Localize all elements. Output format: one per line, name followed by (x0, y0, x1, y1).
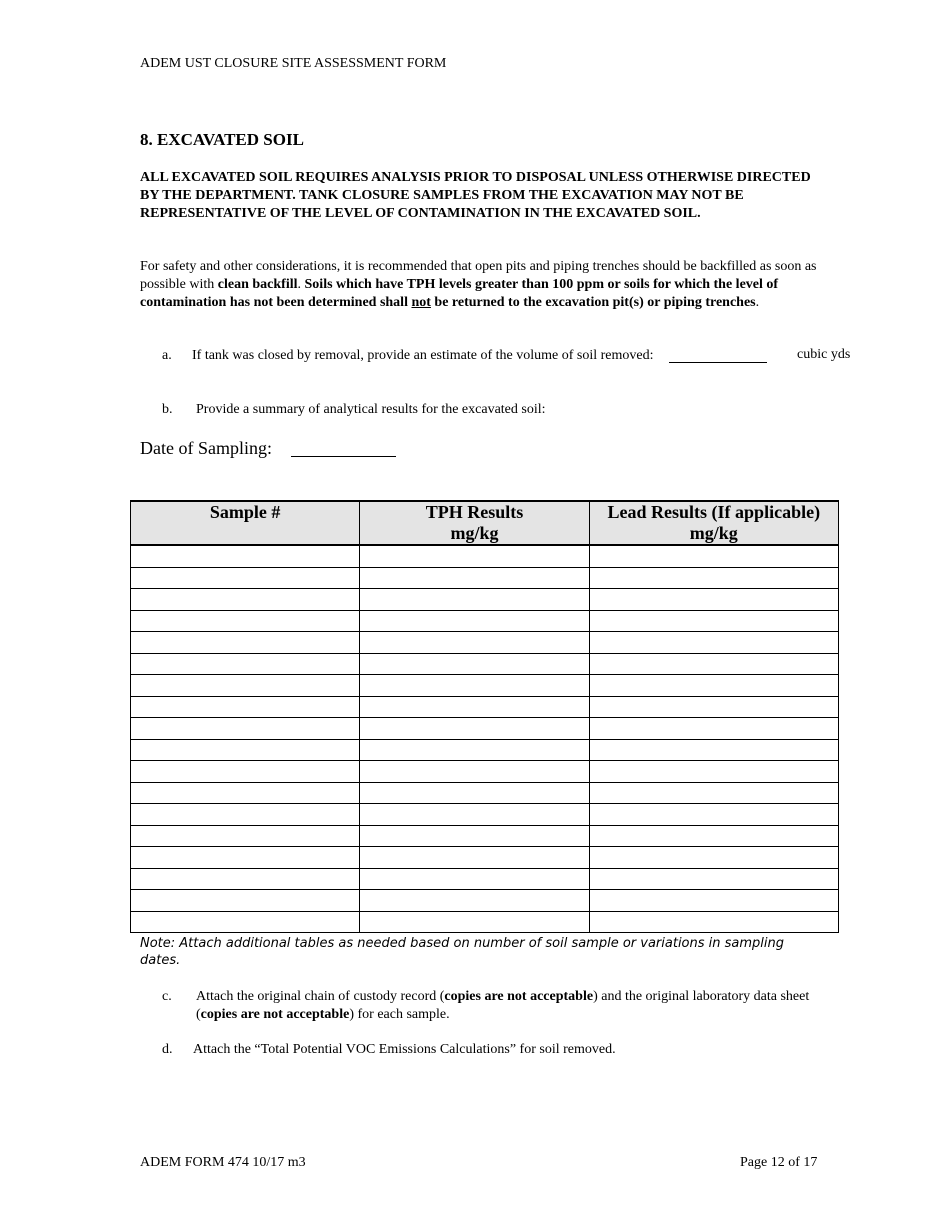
lead-result-cell[interactable] (589, 890, 838, 912)
lead-result-cell[interactable] (589, 589, 838, 611)
sample-number-cell[interactable] (131, 545, 360, 567)
sample-number-cell[interactable] (131, 653, 360, 675)
soil-volume-unit: cubic yds (797, 347, 851, 362)
sample-number-cell[interactable] (131, 847, 360, 869)
lead-result-cell[interactable] (589, 718, 838, 740)
table-row (131, 589, 839, 611)
sample-number-cell[interactable] (131, 868, 360, 890)
lead-result-cell[interactable] (589, 610, 838, 632)
sample-number-cell[interactable] (131, 739, 360, 761)
table-row (131, 696, 839, 718)
lead-result-cell[interactable] (589, 911, 838, 933)
header-tph-results: TPH Results (360, 501, 589, 523)
header-tph-unit: mg/kg (360, 523, 589, 545)
tph-result-cell[interactable] (360, 718, 589, 740)
lead-result-cell[interactable] (589, 804, 838, 826)
table-row (131, 890, 839, 912)
item-b-letter: b. (162, 402, 173, 417)
item-c-text-1: Attach the original chain of custody record ( (196, 989, 445, 1004)
header-sample-number: Sample # (131, 501, 360, 523)
soil-results-table (130, 500, 839, 933)
tph-result-cell[interactable] (360, 825, 589, 847)
table-row (131, 782, 839, 804)
sample-number-cell[interactable] (131, 761, 360, 783)
tph-result-cell[interactable] (360, 610, 589, 632)
intro-text-3: . (755, 295, 760, 310)
item-d-text: Attach the “Total Potential VOC Emissions Calculations” for soil removed. (193, 1042, 616, 1057)
date-of-sampling-field[interactable] (291, 456, 396, 457)
table-row (131, 653, 839, 675)
form-header-title: ADEM UST CLOSURE SITE ASSESSMENT FORM (140, 56, 447, 71)
sample-number-cell[interactable] (131, 718, 360, 740)
intro-clean-backfill: clean backfill (217, 277, 298, 292)
header-sample-number-unit (131, 523, 360, 545)
item-c (162, 988, 832, 1024)
intro-text-2: . (297, 277, 305, 292)
soil-volume-field[interactable] (669, 362, 767, 363)
item-c-copies-note-1: copies are not acceptable (444, 989, 594, 1004)
tph-result-cell[interactable] (360, 567, 589, 589)
tph-result-cell[interactable] (360, 782, 589, 804)
item-a-text: If tank was closed by removal, provide an estimate of the volume of soil removed: (192, 348, 654, 363)
item-d (162, 1042, 616, 1058)
intro-soils-rule-end: be returned to the excavation pit(s) or piping trenches (430, 295, 756, 310)
lead-result-cell[interactable] (589, 653, 838, 675)
table-row (131, 718, 839, 740)
lead-result-cell[interactable] (589, 632, 838, 654)
lead-result-cell[interactable] (589, 675, 838, 697)
tph-result-cell[interactable] (360, 847, 589, 869)
table-row (131, 545, 839, 567)
sample-number-cell[interactable] (131, 804, 360, 826)
table-row (131, 567, 839, 589)
sample-number-cell[interactable] (131, 825, 360, 847)
sample-number-cell[interactable] (131, 567, 360, 589)
item-c-copies-note-2: copies are not acceptable (200, 1007, 350, 1022)
lead-result-cell[interactable] (589, 847, 838, 869)
lead-result-cell[interactable] (589, 739, 838, 761)
table-row (131, 847, 839, 869)
table-row (131, 761, 839, 783)
item-a (162, 347, 662, 365)
table-row (131, 739, 839, 761)
sample-number-cell[interactable] (131, 782, 360, 804)
table-note: Note: Attach additional tables as needed based on number of soil sample or variations in sampling dates. (140, 936, 785, 968)
header-lead-unit: mg/kg (589, 523, 838, 545)
table-row (131, 868, 839, 890)
tph-result-cell[interactable] (360, 653, 589, 675)
tph-result-cell[interactable] (360, 868, 589, 890)
item-c-text-2: ) and the original laboratory data sheet ( (196, 989, 810, 1022)
item-c-body (196, 988, 826, 1024)
section-title: 8. EXCAVATED SOIL (140, 130, 304, 149)
sample-number-cell[interactable] (131, 675, 360, 697)
table-row (131, 632, 839, 654)
lead-result-cell[interactable] (589, 696, 838, 718)
tph-result-cell[interactable] (360, 589, 589, 611)
soil-results-body (131, 545, 839, 933)
intro-paragraph (140, 258, 830, 312)
intro-not-emphasis: not (411, 295, 431, 310)
table-row (131, 911, 839, 933)
lead-result-cell[interactable] (589, 567, 838, 589)
sample-number-cell[interactable] (131, 589, 360, 611)
item-d-letter: d. (162, 1042, 173, 1057)
table-row (131, 804, 839, 826)
tph-result-cell[interactable] (360, 911, 589, 933)
tph-result-cell[interactable] (360, 545, 589, 567)
lead-result-cell[interactable] (589, 545, 838, 567)
table-row (131, 825, 839, 847)
tph-result-cell[interactable] (360, 804, 589, 826)
date-of-sampling-label: Date of Sampling: (140, 438, 272, 458)
tph-result-cell[interactable] (360, 739, 589, 761)
tph-result-cell[interactable] (360, 675, 589, 697)
warning-paragraph: ALL EXCAVATED SOIL REQUIRES ANALYSIS PRIOR TO DISPOSAL UNLESS OTHERWISE DIRECTED BY THE DEPARTMENT. TANK CLOSURE SAMPLES FROM THE EXCAVATION MAY NOT BE REPRESENTATIVE OF THE LEVEL OF CONTAMINATION IN THE EXCAVATED SOIL. (140, 170, 811, 221)
item-c-letter: c. (162, 989, 172, 1004)
lead-result-cell[interactable] (589, 782, 838, 804)
tph-result-cell[interactable] (360, 632, 589, 654)
table-row (131, 675, 839, 697)
lead-result-cell[interactable] (589, 868, 838, 890)
sample-number-cell[interactable] (131, 890, 360, 912)
sample-number-cell[interactable] (131, 610, 360, 632)
intro-soils-rule: Soils which have TPH levels greater than 100 ppm or soils for which the level of contamination has not been determined shall (140, 277, 779, 310)
lead-result-cell[interactable] (589, 825, 838, 847)
item-c-text-3: ) for each sample. (349, 1007, 450, 1022)
tph-result-cell[interactable] (360, 696, 589, 718)
table-row (131, 610, 839, 632)
intro-text-1: For safety and other considerations, it is recommended that open pits and piping trenches should be backfilled as soon as possible with (140, 259, 817, 292)
item-b-text: Provide a summary of analytical results for the excavated soil: (196, 402, 546, 417)
tph-result-cell[interactable] (360, 761, 589, 783)
tph-result-cell[interactable] (360, 890, 589, 912)
sample-number-cell[interactable] (131, 696, 360, 718)
item-a-letter: a. (162, 348, 172, 363)
sample-number-cell[interactable] (131, 911, 360, 933)
header-lead-results: Lead Results (If applicable) (589, 501, 838, 523)
footer-page-number: Page 12 of 17 (740, 1155, 818, 1170)
item-b (162, 402, 546, 418)
lead-result-cell[interactable] (589, 761, 838, 783)
sample-number-cell[interactable] (131, 632, 360, 654)
footer-form-id: ADEM FORM 474 10/17 m3 (140, 1155, 306, 1170)
